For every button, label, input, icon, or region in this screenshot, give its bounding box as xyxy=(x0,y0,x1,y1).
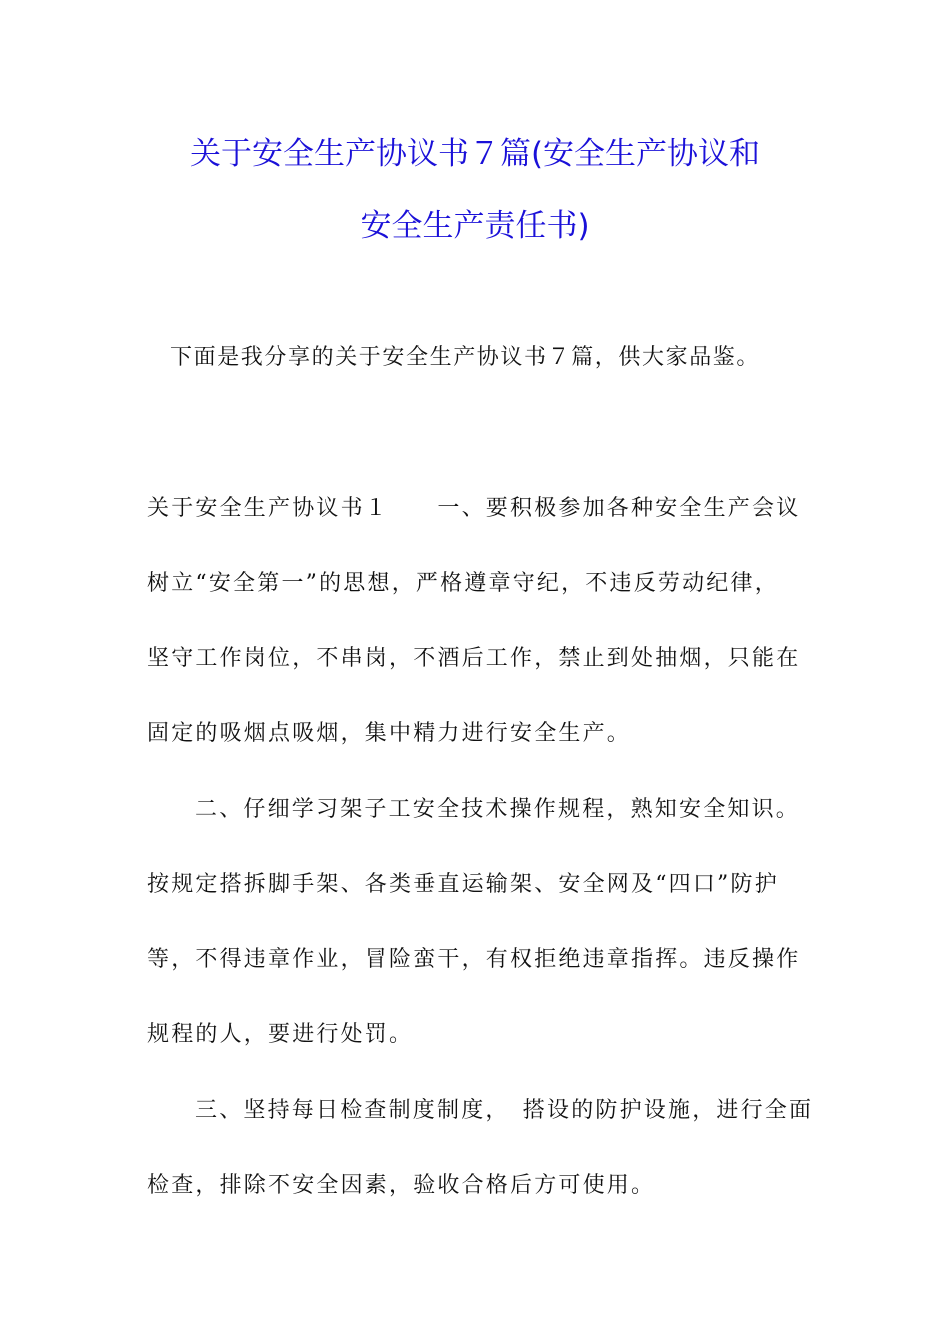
body-line-1: 关于安全生产协议书１ 一、要积极参加各种安全生产会议 xyxy=(147,496,801,521)
body-line-9: 三、坚持每日检查制度制度， 搭设的防护设施，进行全面 xyxy=(195,1098,814,1123)
body-line-6: 按规定搭拆脚手架、各类垂直运输架、安全网及“四口”防护 xyxy=(147,872,779,897)
intro-paragraph: 下面是我分享的关于安全生产协议书７篇，供大家品鉴。 xyxy=(170,345,761,370)
body-line-7: 等，不得违章作业，冒险蛮干，有权拒绝违章指挥。违反操作 xyxy=(147,947,801,972)
body-line-4: 固定的吸烟点吸烟，集中精力进行安全生产。 xyxy=(147,721,632,746)
body-line-10: 检查，排除不安全因素，验收合格后方可使用。 xyxy=(147,1173,656,1198)
body-line-2: 树立“安全第一”的思想，严格遵章守纪，不违反劳动纪律， xyxy=(147,571,779,596)
body-line-8: 规程的人，要进行处罚。 xyxy=(147,1022,414,1047)
body-line-5: 二、仔细学习架子工安全技术操作规程，熟知安全知识。 xyxy=(195,797,801,822)
document-title-line-2: 安全生产责任书) xyxy=(360,208,590,244)
body-line-3: 坚守工作岗位，不串岗，不酒后工作，禁止到处抽烟，只能在 xyxy=(147,646,801,671)
document-title-line-1: 关于安全生产协议书７篇(安全生产协议和 xyxy=(189,136,761,172)
